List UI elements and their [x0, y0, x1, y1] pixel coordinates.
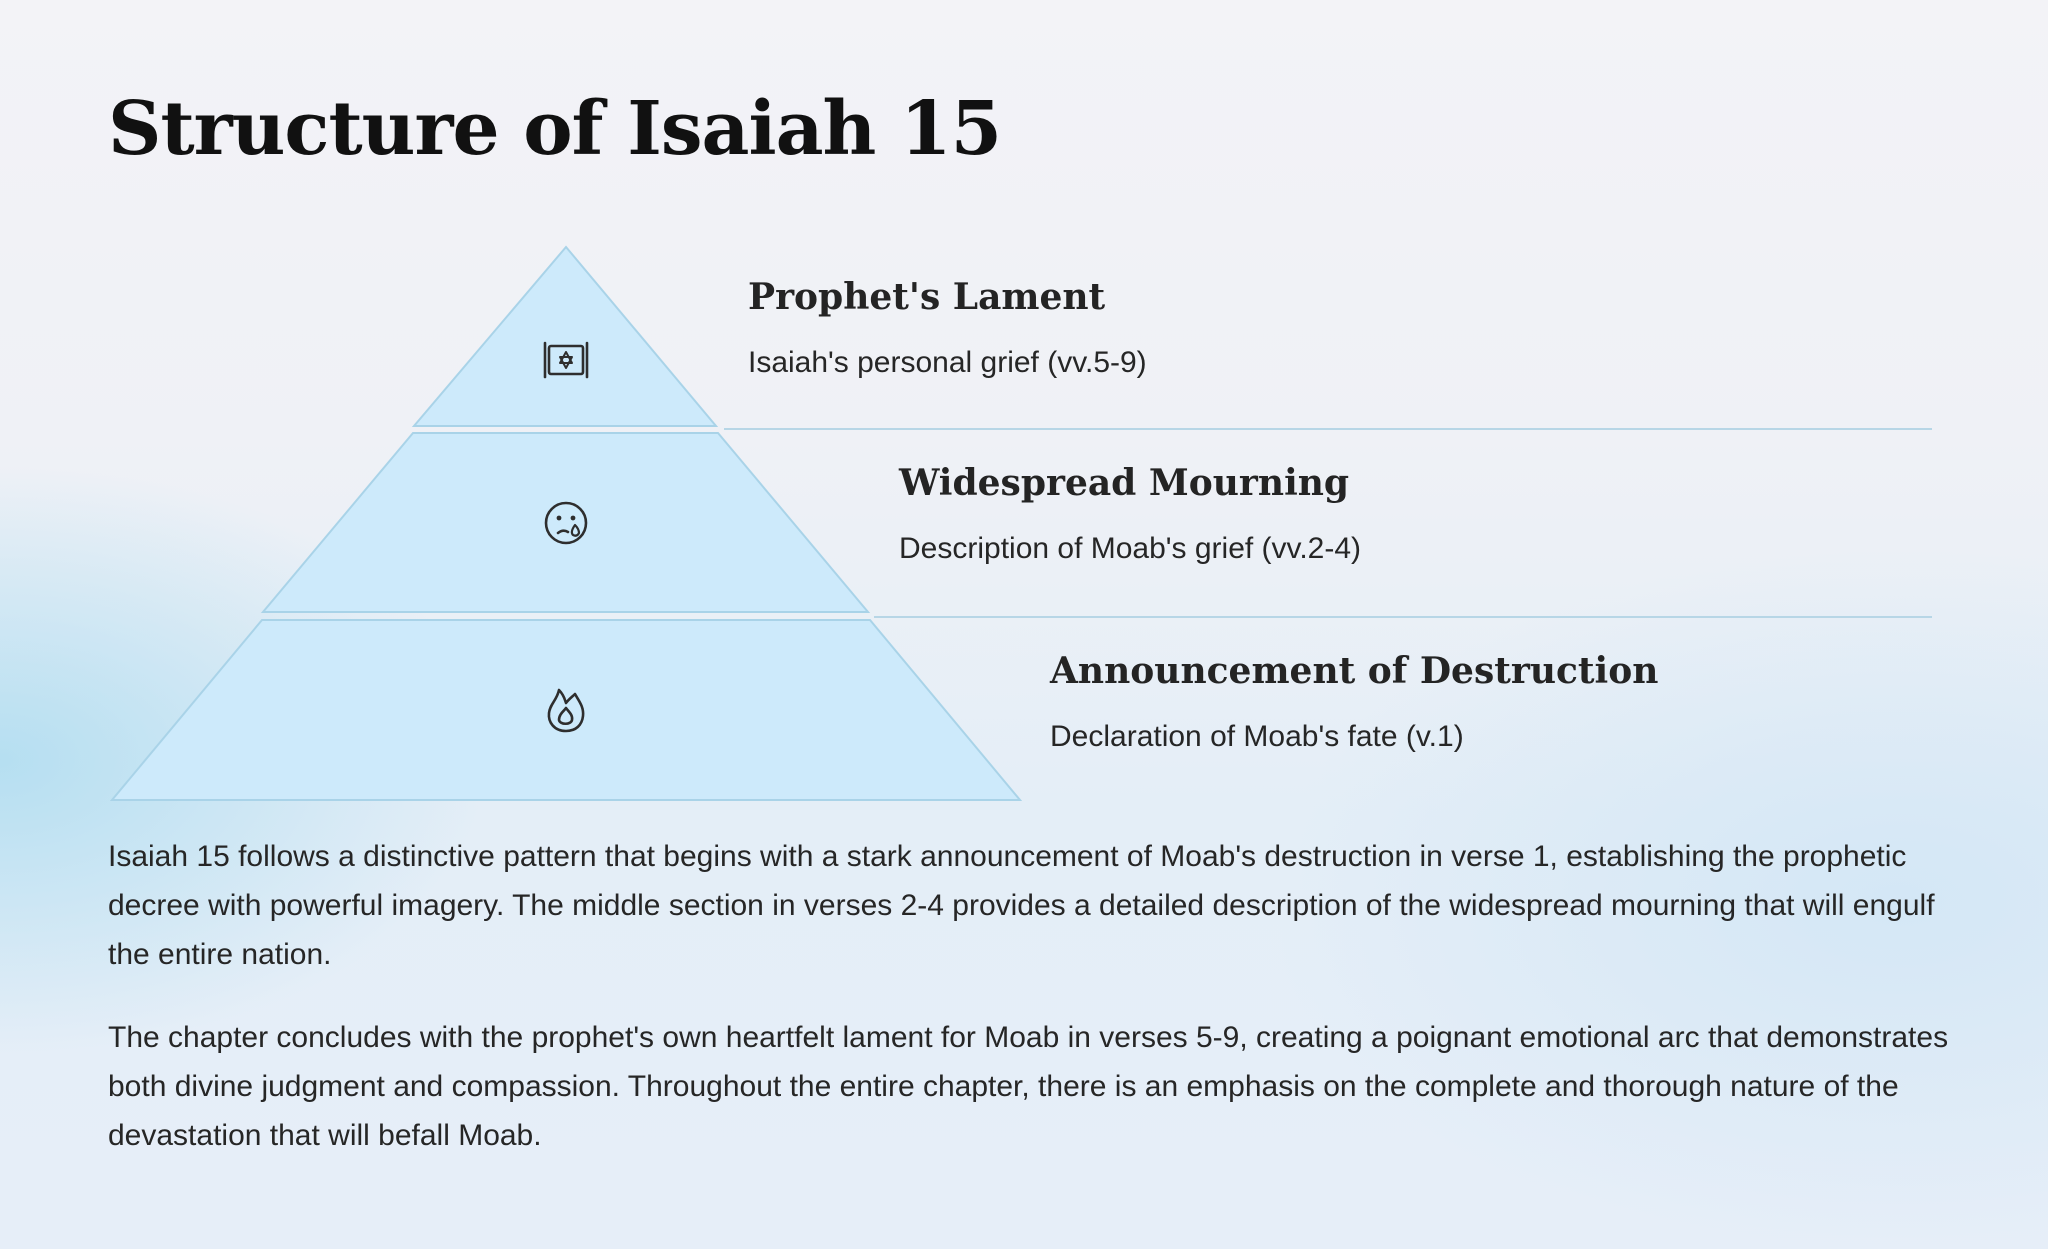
- page-title: Structure of Isaiah 15: [108, 86, 1002, 172]
- tier-label-bottom: [1050, 650, 1658, 754]
- tier-description: Description of Moab's grief (vv.2-4): [899, 532, 1361, 565]
- tier-label-top: [748, 276, 1147, 380]
- tier-heading: Widespread Mourning: [899, 462, 1350, 504]
- body-paragraph: The chapter concludes with the prophet's own heartfelt lament for Moab in verses 5-9, creating a poignant emotional arc that demonstrates both divine judgment and compassion. Throughout the entire chapter, there is an emphasis on the complete and thorough nature of the devastation that will befall Moab.: [108, 1021, 1949, 1152]
- tier-description: Declaration of Moab's fate (v.1): [1050, 720, 1464, 753]
- body-text: [108, 832, 1968, 1194]
- tier-description: Isaiah's personal grief (vv.5-9): [748, 346, 1147, 379]
- body-paragraph: Isaiah 15 follows a distinctive pattern that begins with a stark announcement of Moab's destruction in verse 1, establishing the prophetic decree with powerful imagery. The middle section in verses 2-4 provides a detailed description of the widespread mourning that will engulf the entire nation.: [108, 840, 1935, 971]
- tier-heading: Prophet's Lament: [748, 276, 1106, 318]
- pyramid-tier-top: [414, 247, 716, 426]
- tier-heading: Announcement of Destruction: [1050, 650, 1659, 692]
- pyramid-tier-middle: [263, 433, 868, 612]
- tier-label-middle: [899, 462, 1361, 566]
